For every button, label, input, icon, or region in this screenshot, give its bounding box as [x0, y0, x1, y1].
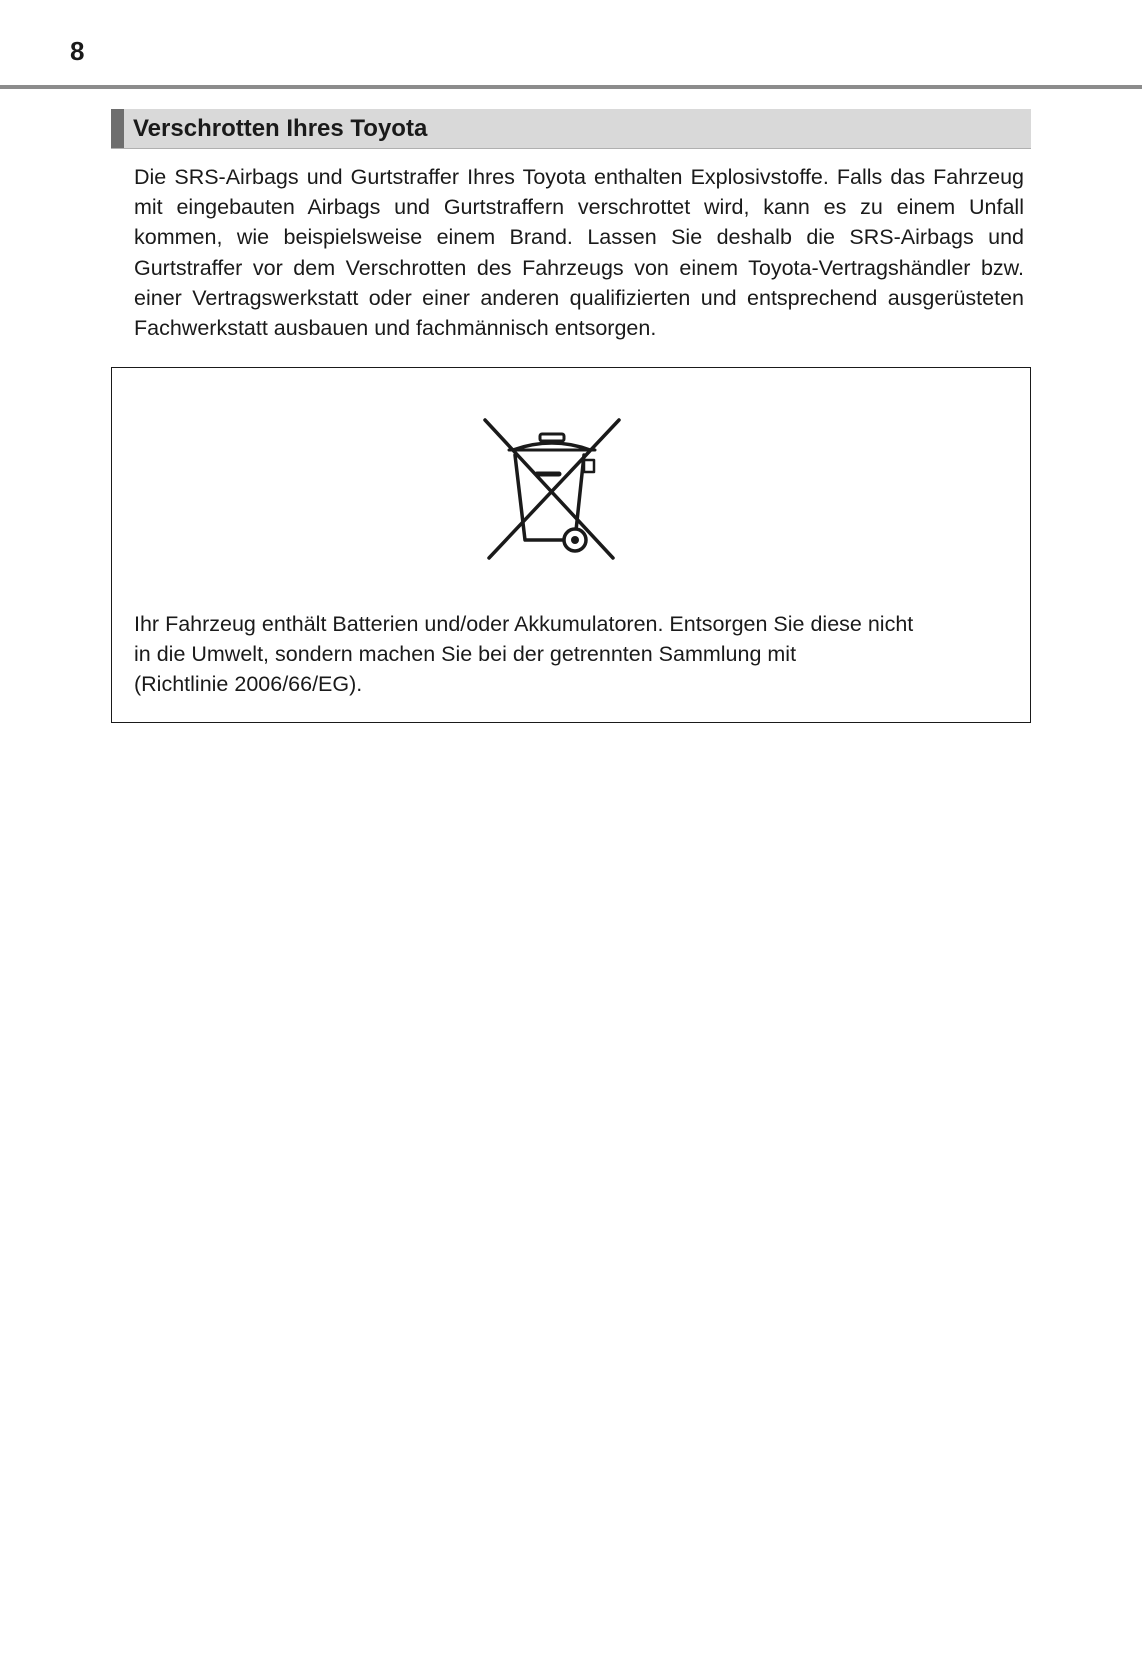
- heading-marker: [111, 109, 124, 148]
- notice-line: (Richtlinie 2006/66/EG).: [134, 672, 363, 697]
- header-rule: [0, 85, 1142, 89]
- notice-line: Ihr Fahrzeug enthält Batterien und/oder Akkumulatoren. Entsorgen Sie diese nicht: [134, 612, 914, 636]
- section-title: Verschrotten Ihres Toyota: [133, 115, 428, 142]
- notice-line: in die Umwelt, sondern machen Sie bei der getrennten Sammlung mit: [134, 642, 797, 667]
- battery-notice-text: [134, 609, 994, 700]
- battery-notice-box: [111, 367, 1031, 723]
- crossed-out-wheelie-bin-icon: [477, 412, 627, 562]
- section-heading: [111, 109, 1031, 149]
- page-number: 8: [70, 36, 85, 66]
- intro-paragraph: Die SRS-Airbags und Gurtstraffer Ihres Toyota enthalten Explosivstoffe. Falls das Fahrzeug mit eingebauten Airbags und Gurtstraffern verschrottet wird, kann es zu einem Unfall kommen, wie beispielsweise einem Brand. Lassen Sie deshalb die SRS-​Airbags und Gurtstraffer vor dem Verschrotten des Fahrzeugs von einem Toyota-Vertragshändler bzw. einer Vertragswerkstatt oder einer anderen qualifizierten und entsprechend ausgerüsteten Fachwerkstatt ausbauen und fachmännisch entsorgen.: [134, 165, 1024, 341]
